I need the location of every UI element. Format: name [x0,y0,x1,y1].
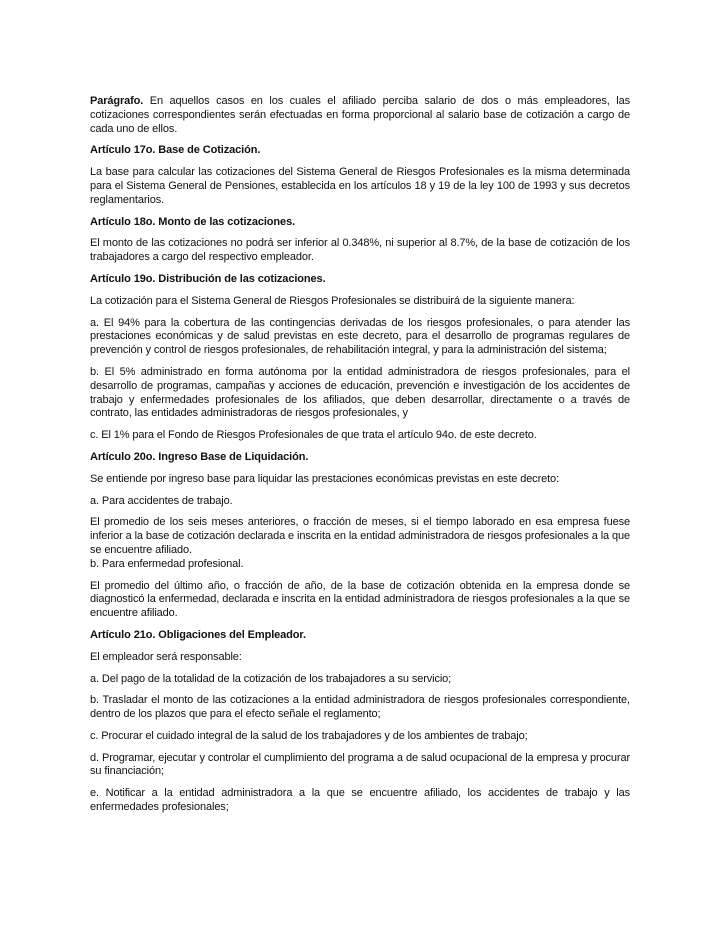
article-19-item-c: c. El 1% para el Fondo de Riesgos Profesionales de que trata el artículo 94o. de este decreto. [90,429,537,442]
article-18-paragraph: El monto de las cotizaciones no podrá ser inferior al 0.348%, ni superior al 8.7%, de la base de cotización de los trabajadores a cargo del respectivo empleador. [90,237,630,264]
article-20-heading: Artículo 20o. Ingreso Base de Liquidación. [90,450,309,463]
paragrafo-text: En aquellos casos en los cuales el afiliado perciba salario de dos o más empleadores, las cotizaciones correspondientes serán efectuadas en forma proporcional al salario base de cotización a cargo de cada uno de ellos. [90,95,630,135]
article-17-paragraph: La base para calcular las cotizaciones del Sistema General de Riesgos Profesionales es la misma determinada para el Sistema General de Pensiones, establecida en los artículos 18 y 19 de la ley 100 de 1993 y sus decretos reglamentarios. [90,166,630,206]
article-21-item-a: a. Del pago de la totalidad de la cotización de los trabajadores a su servicio; [90,672,452,685]
document-page [90,95,630,823]
article-20-item-a-text: El promedio de los seis meses anteriores, o fracción de meses, si el tiempo laborado en esa empresa fuese inferior a la base de cotización declarada e inscrita en la entidad administradora de riesgos profesionales a la que se encuentre afiliado. [90,516,630,556]
article-20-intro: Se entiende por ingreso base para liquidar las prestaciones económicas previstas en este decreto: [90,472,559,485]
article-19-heading: Artículo 19o. Distribución de las cotizaciones. [90,272,326,285]
paragrafo-label: Parágrafo. [90,95,144,107]
article-21-item-c: c. Procurar el cuidado integral de la salud de los trabajadores y de los ambientes de trabajo; [90,729,528,742]
article-21-heading: Artículo 21o. Obligaciones del Empleador. [90,628,306,641]
article-21-item-b: b. Trasladar el monto de las cotizaciones a la entidad administradora de riesgos profesionales correspondiente, dentro de los plazos que para el efecto señale el reglamento; [90,694,630,721]
article-21-item-e: e. Notificar a la entidad administradora a la que se encuentre afiliado, los accidentes de trabajo y las enfermedades profesionales; [90,787,630,814]
article-21-item-d: d. Programar, ejecutar y controlar el cumplimiento del programa a de salud ocupacional de la empresa y procurar su financiación; [90,751,630,778]
article-20-item-b-text: El promedio del último año, o fracción de año, de la base de cotización obtenida en la empresa donde se diagnosticó la enfermedad, declarada e inscrita en la entidad administradora de riesgos profesionales a la que se encuentre afiliado. [90,579,630,620]
article-19-item-a: a. El 94% para la cobertura de las contingencias derivadas de los riesgos profesionales, o para atender las prestaciones económicas y de salud previstas en este decreto, para el desarrollo de programas regulares de prevención y control de riesgos profesionales, de rehabilitación integral, y para la administración del sistema; [90,316,630,357]
article-18-heading: Artículo 18o. Monto de las cotizaciones. [90,215,296,228]
paragrafo-paragraph [90,95,630,136]
article-19-intro: La cotización para el Sistema General de Riesgos Profesionales se distribuirá de la siguiente manera: [90,294,575,307]
article-19-item-b: b. El 5% administrado en forma autónoma por la entidad administradora de riesgos profesionales, para el desarrollo de programas, campañas y acciones de educación, prevención e investigación de los accidentes de trabajo y enfermedades profesionales de los afiliados, que deben desarrollar, directamente o a través de contrato, las entidades administradoras de riesgos profesionales, y [90,365,630,420]
article-17-heading: Artículo 17o. Base de Cotización. [90,144,261,157]
article-20-item-a: a. Para accidentes de trabajo. [90,494,233,507]
article-21-intro: El empleador será responsable: [90,650,242,663]
article-20-item-b: b. Para enfermedad profesional. [90,557,244,570]
